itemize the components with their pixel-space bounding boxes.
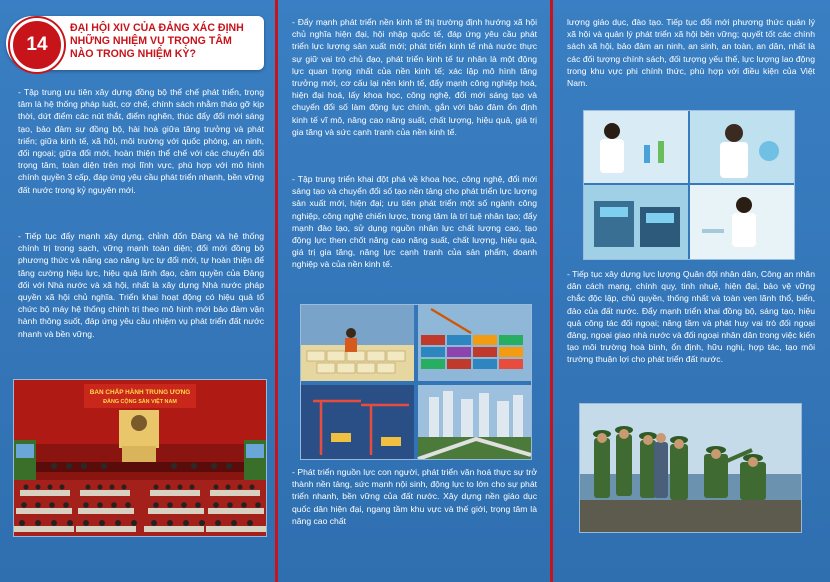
paragraph: - Đẩy mạnh phát triển nền kinh tế thị trường định hướng xã hội chủ nghĩa hiện đại, hội nhập quốc tế, đáp ứng yêu cầu phát triển lực lượng sản xuất mới; phát triển kinh tế nhà nước thực sự giữ vai trò chủ đạo, phát triển kinh tế tư nhân là một động lực quan trọng nhất của nền kinh tế; xác lập mô hình tăng trưởng mới, cơ cấu lại nền kinh tế, đẩy mạnh công nghiệp hoá, hiện đại hoá, lấy khoa học, công nghệ, đổi mới sáng tạo và chuyển đổi số làm động lực chính, gắn với bảo đảm ổn định kinh tế vĩ mô, nâng cao năng suất, chất lượng, hiệu quả, giá trị gia tăng và sức cạnh tranh của nền kinh tế. [292,17,537,137]
paragraph: - Tiếp tục đẩy mạnh xây dựng, chỉnh đốn Đảng và hệ thống chính trị trong sạch, vững mạnh toàn diện; đổi mới đồng bộ phương thức và nâng cao năng lực tự đổi mới, tự hoàn thiện để tăng cường hiệu lực, hiệu quả lãnh đạo, cầm quyền của Đảng đối với Nhà nước và xã hội, nhất là xây dựng Nhà nước pháp quyền xã hội chủ nghĩa. Triển khai hoạt động có hiệu quả tổ chức bộ máy hệ thống chính trị theo mô hình mới bảo đảm vận hành thông suốt, đáp ứng yêu cầu nhiệm vụ phát triển đất nước nhanh và bền vững. [18,231,264,339]
question-title [70,22,266,61]
column-divider [550,0,553,582]
paragraph: - Tập trung triển khai đột phá về khoa học, công nghệ, đổi mới sáng tạo và chuyển đổi số tạo nền tảng cho phát triển lực lượng sản xuất mới, hiện đại; ưu tiên phát triển một số ngành công nghiệp, công nghệ chiến lược, trong tâm là trí tuệ nhân tạo; đẩy mạnh đào tạo, sử dụng nguồn nhân lực chất lượng cao, tạo động lực then chốt nâng cao năng suất, chất lượng, hiệu quả, giá trị gia tăng, năng lực cạnh tranh của sản phẩm, doanh nghiệp và của nền kinh tế. [292,174,537,270]
title-line: NÀO TRONG NHIỆM KỲ? [70,48,196,60]
border-guard-soldiers-photo [579,403,802,533]
title-line: ĐẠI HỘI XIV CỦA ĐẢNG XÁC ĐỊNH [70,22,244,34]
question-number: 14 [26,34,48,55]
paragraph: - Tiếp tục xây dựng lực lượng Quân đội nhân dân, Công an nhân dân cách mạng, chính quy, tinh nhuệ, hiện đại, bảo vệ vững chắc độc lập, chủ quyền, thống nhất và toàn vẹn lãnh thổ, biển, đảo của đất nước. Đẩy mạnh triển khai đồng bộ, sáng tạo, hiệu quả công tác đối ngoại; nâng tầm và phát huy vai trò đối ngoại đảng, ngoại giao nhà nước và đối ngoại nhân dân trong việc kiến tạo môi trường hoà bình, ổn định, hữu nghị, hợp tác, tạo môi trường thuận lợi cho phát triển đất nước. [567,269,815,365]
paragraph: lượng giáo dục, đào tạo. Tiếp tục đổi mới phương thức quản lý xã hội và quản lý phát triển xã hội bền vững; quyết tốt các chính sách xã hội, bảo đảm an ninh, an sinh, an toàn, an dân, nhất là các đối tượng chính sách, đối tượng yếu thế, lực lượng lao động trong khu vực phi chính thức, phù hợp với điều kiện của Việt Nam. [567,17,815,89]
banner-line: BAN CHẤP HÀNH TRUNG ƯƠNG [89,389,191,396]
party-congress-photo [13,379,267,537]
banner-line: ĐẢNG CỘNG SẢN VIỆT NAM [103,399,177,405]
column-divider [275,0,278,582]
science-lab-photo-collage [583,110,795,260]
paragraph: - Tập trung ưu tiên xây dựng đồng bộ thể chế phát triển, trọng tâm là hệ thống pháp luật, cơ chế, chính sách nhằm tháo gỡ kịp thời, dứt điểm các nút thắt, điểm nghẽn, thúc đẩy đổi mới sáng tạo, bảo đảm sự đồng bộ, hài hoà giữa tăng trưởng và phát triển; giữa kinh tế, xã hội, môi trường với quốc phòng, an ninh, đối ngoại; giữa đổi mới, hoàn thiện thể chế với các chuyển đổi trọng tâm, toàn diện trên mọi lĩnh vực, phù hợp với mô hình chính quyền 3 cấp, đáp ứng yêu cầu phát triển nhanh, bền vững đất nước trong kỷ nguyên mới. [18,87,264,195]
title-line: NHỮNG NHIỆM VỤ TRỌNG TÂM [70,35,232,47]
question-number-badge [10,18,64,72]
paragraph: - Phát triển nguồn lực con người, phát triển văn hoá thực sự trở thành nền tảng, sức mạnh nội sinh, động lực to lớn cho sự phát triển nhanh, bền vững của đất nước. Xây dựng nền giáo dục quốc dân hiện đại, ngang tầm khu vực và thế giới, trọng tâm là nâng cao chất [292,467,537,526]
economy-photo-collage [300,304,532,460]
